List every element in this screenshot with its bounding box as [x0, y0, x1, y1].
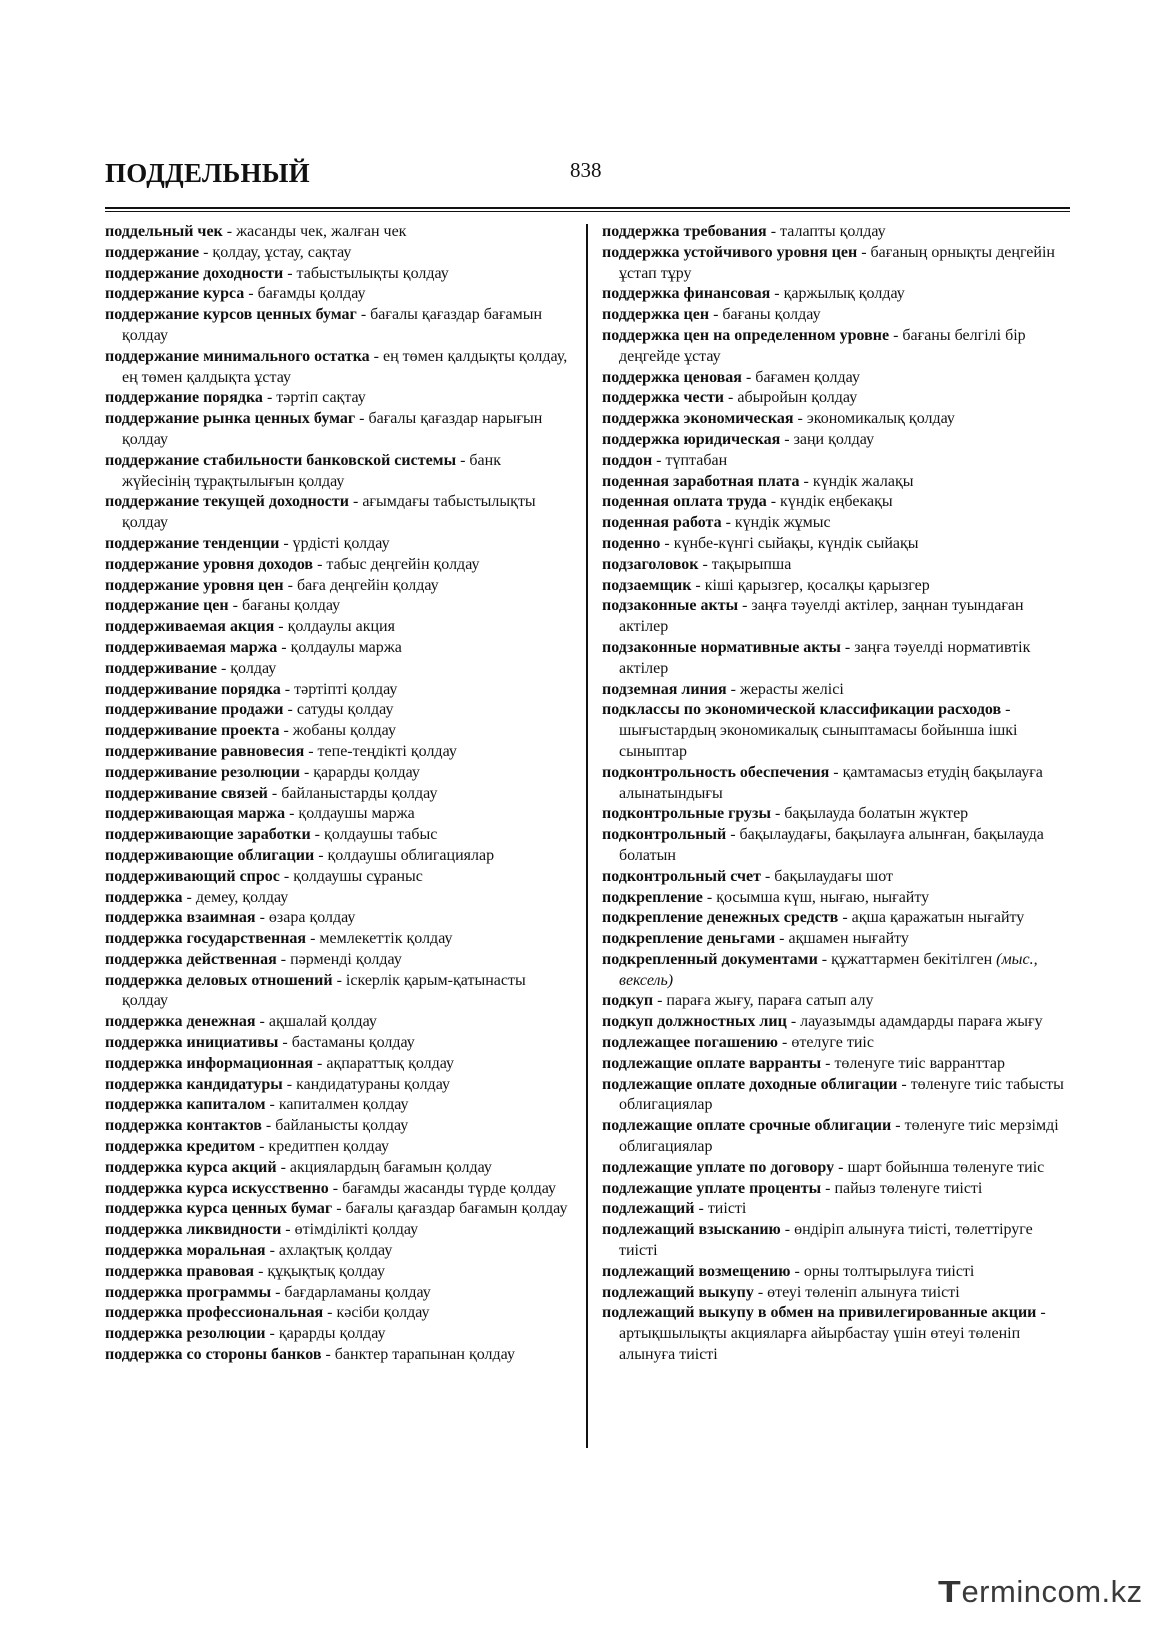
entry-term: поддержание текущей доходности [105, 493, 349, 511]
entry-definition: заңға тәуелді актілер, заңнан туындаған актілер [619, 597, 1024, 636]
entry-definition: үрдісті қолдау [292, 534, 390, 552]
dictionary-entry: поддержка действенная - пәрменді қолдау [105, 950, 402, 968]
dictionary-entry: подконтрольность обеспечения - қамтамасыз етудің бақылауға алынатындығы [602, 763, 1043, 802]
entry-term: поддерживаемая маржа [105, 638, 278, 656]
entry-definition: бақылауда болатын жүктер [784, 805, 969, 823]
entry-term: подкрепление [602, 888, 703, 906]
entry-term: поддержка кредитом [105, 1138, 256, 1156]
entry-definition: сатуды қолдау [296, 701, 394, 719]
column-divider [586, 224, 588, 1448]
dictionary-entry: поддержка цен - бағаны қолдау [602, 306, 821, 324]
entry-term: поддержание [105, 243, 200, 261]
site-watermark [938, 1574, 1148, 1614]
entry-definition: шарт бойынша төленуге тиіс [847, 1158, 1045, 1176]
dictionary-entry: подземная линия - жерасты желісі [602, 680, 844, 698]
dictionary-entry: подкрепленный документами - құжаттармен бекітілген (мыс., вексель) [602, 950, 1038, 989]
entry-term: поддержание стабильности банковской системы [105, 451, 457, 469]
entry-definition: қолдаушы сұраныс [293, 867, 423, 885]
dictionary-entry: поддержка курса ценных бумаг - бағалы қағаздар бағамын қолдау [105, 1200, 568, 1218]
header-rule-thin [105, 211, 1070, 212]
entry-definition: параға жығу, параға сатып алу [666, 992, 874, 1010]
entry-term: поденная работа [602, 514, 722, 532]
entry-term: поддержка правовая [105, 1262, 255, 1280]
entry-term: поддержка ликвидности [105, 1221, 282, 1239]
entry-definition: іскерлік қарым-қатынасты қолдау [122, 971, 526, 1010]
watermark-lead: T [938, 1574, 962, 1609]
dictionary-entry: поддержание - қолдау, ұстау, сақтау [105, 243, 352, 261]
entry-term: подкуп должностных лиц [602, 1013, 787, 1031]
entry-term: поддерживающие облигации [105, 846, 315, 864]
entry-definition: бақылаудағы, бақылауға алынған, бақылауда болатын [619, 826, 1044, 864]
dictionary-entry: подлежащие уплате по договору - шарт бойынша төленуге тиіс [602, 1158, 1045, 1176]
entry-term: подконтрольность обеспечения [602, 763, 830, 781]
entry-definition: ақшалай қолдау [268, 1013, 377, 1031]
watermark-text: ermincom.kz [961, 1574, 1143, 1609]
entry-definition: қолдаушы маржа [298, 805, 415, 823]
dictionary-entry: поддерживание резолюции - қарарды қолдау [105, 763, 420, 781]
dictionary-entry: подконтрольные грузы - бақылауда болатын жүктер [602, 805, 969, 823]
dictionary-entry: подлежащий взысканию - өндіріп алынуға тиісті, төлеттіруге тиісті [602, 1221, 1033, 1260]
entry-definition: пайыз төленуге тиісті [834, 1179, 983, 1197]
entry-definition: бағдарламаны қолдау [284, 1283, 431, 1301]
dictionary-entry: поддержание уровня цен - баға деңгейін қолдау [105, 576, 439, 594]
entry-definition: қосымша күш, нығаю, нығайту [716, 888, 930, 906]
dictionary-entry: подконтрольный счет - бақылаудағы шот [602, 867, 893, 885]
dictionary-entry: поддерживание проекта - жобаны қолдау [105, 722, 396, 740]
entry-definition: қолдаулы маржа [290, 638, 402, 656]
dictionary-entry: подкуп - параға жығу, параға сатып алу [602, 992, 874, 1010]
entry-term: поддержка взаимная [105, 909, 256, 927]
dictionary-entry: поддержка государственная - мемлекеттік қолдау [105, 930, 453, 948]
dictionary-entry: поддержка информационная - ақпараттық қолдау [105, 1054, 455, 1072]
entry-term: подкрепленный документами [602, 950, 818, 968]
entry-term: поддержка требования [602, 223, 767, 240]
entry-definition: кредитпен қолдау [268, 1138, 389, 1156]
dictionary-entry: подклассы по экономической классификации расходов - шығыстардың экономикалық сыныптамасы бойынша ішкі сыныптар [602, 701, 1018, 760]
dictionary-entry: подлежащий выкупу - өтеуі төленіп алынуға тиісті [602, 1283, 960, 1301]
dictionary-entry: поддержка со стороны банков - банктер тарапынан қолдау [105, 1346, 515, 1364]
entry-definition: банктер тарапынан қолдау [334, 1346, 515, 1364]
entry-definition: бағалы қағаздар бағамын қолдау [345, 1200, 568, 1218]
entry-term: поддержка цен [602, 306, 710, 324]
dictionary-entry: поддержание цен - бағаны қолдау [105, 597, 341, 615]
entry-term: поддержка курса акций [105, 1158, 277, 1176]
dictionary-entry: поддерживание равновесия - тепе-теңдікті қолдау [105, 742, 457, 760]
dictionary-entry: поддерживаемая акция - қолдаулы акция [105, 618, 395, 636]
dictionary-entry: поденная работа - күндік жұмыс [602, 514, 831, 532]
header-rule-thick [105, 207, 1070, 209]
right-column [602, 222, 1070, 1366]
entry-term: поддержание курсов ценных бумаг [105, 306, 357, 324]
entry-term: поддерживающие заработки [105, 826, 311, 844]
entry-term: поддерживаемая акция [105, 618, 275, 636]
entry-definition: ең төмен қалдықты қолдау, ең төмен қалдықта ұстау [122, 347, 568, 386]
entry-definition: орны толтырылуға тиісті [803, 1262, 975, 1280]
entry-term: поддерживание равновесия [105, 742, 305, 760]
entry-definition: абыройын қолдау [737, 389, 858, 407]
entry-definition: акциялардың бағамын қолдау [289, 1158, 492, 1176]
dictionary-entry: поддержание рынка ценных бумаг - бағалы қағаздар нарығын қолдау [105, 410, 543, 448]
entry-definition: байланысты қолдау [275, 1117, 409, 1135]
dictionary-entry: поддерживание связей - байланыстарды қолдау [105, 784, 438, 802]
dictionary-entry: поддержка взаимная - өзара қолдау [105, 909, 356, 927]
entry-definition: қарарды қолдау [313, 763, 420, 781]
entry-term: подлежащий выкупу в обмен на привилегированные акции [602, 1304, 1037, 1322]
entry-term: поддержка программы [105, 1283, 272, 1301]
dictionary-entry: поддерживающие заработки - қолдаушы табыс [105, 826, 438, 844]
entry-term: поддержка профессиональная [105, 1304, 324, 1322]
dictionary-entry: поддержка капиталом - капиталмен қолдау [105, 1096, 409, 1114]
entry-term: поддержка курса искусственно [105, 1179, 329, 1197]
entry-definition: қамтамасыз етудің бақылауға алынатындығы [619, 763, 1043, 802]
entry-definition: тиісті [707, 1200, 747, 1218]
dictionary-entry: подлежащие оплате срочные облигации - төленуге тиіс мерзімді облигациялар [602, 1117, 1059, 1156]
entry-term: поддержка действенная [105, 950, 277, 968]
entry-definition: түптабан [665, 451, 728, 469]
entry-definition: қолдаушы облигациялар [327, 846, 495, 864]
entry-definition: шығыстардың экономикалық сыныптамасы бойынша ішкі сыныптар [619, 722, 1018, 760]
entry-definition: қарарды қолдау [278, 1325, 386, 1343]
entry-term: поддержание цен [105, 597, 229, 615]
entry-definition: бағамды қолдау [257, 285, 366, 303]
entry-term: поддержание уровня цен [105, 576, 284, 594]
entry-term: поденно [602, 534, 661, 552]
entry-term: поддержка [105, 888, 183, 906]
entry-term: поддержание курса [105, 285, 245, 303]
dictionary-entry: поддержка экономическая - экономикалық қолдау [602, 410, 955, 428]
dictionary-entry: поддерживание порядка - тәртіпті қолдау [105, 680, 398, 698]
dictionary-entry: поддерживающая маржа - қолдаушы маржа [105, 805, 415, 823]
entry-term: поддельный чек [105, 223, 223, 240]
dictionary-entry: подлежащие оплате варранты - төленуге тиіс варранттар [602, 1054, 1006, 1072]
dictionary-entry: поддержка требования - талапты қолдау [602, 223, 886, 240]
dictionary-entry: поддержка инициативы - бастаманы қолдау [105, 1034, 415, 1052]
dictionary-entry: поддержание уровня доходов - табыс деңгейін қолдау [105, 555, 480, 573]
dictionary-entry: поденная заработная плата - күндік жалақы [602, 472, 914, 490]
dictionary-entry: поддержка юридическая - заңи қолдау [602, 430, 875, 448]
entry-definition: мемлекеттік қолдау [319, 930, 453, 948]
entry-definition: заңи қолдау [793, 430, 875, 448]
dictionary-entry: поддержка правовая - құқықтық қолдау [105, 1262, 385, 1280]
entry-definition: тепе-теңдікті қолдау [317, 742, 457, 760]
entry-term: поддержка кандидатуры [105, 1075, 283, 1093]
page-header [105, 154, 1070, 194]
entry-definition: күндік жалақы [812, 472, 914, 490]
entry-term: поддержание уровня доходов [105, 555, 314, 573]
dictionary-entry: подзаголовок - тақырыпша [602, 555, 792, 573]
entry-definition: капиталмен қолдау [278, 1096, 409, 1114]
entry-definition: өтелуге тиіс [791, 1034, 874, 1052]
dictionary-entry: поддержка - демеу, қолдау [105, 888, 289, 906]
entry-definition: талапты қолдау [780, 223, 886, 240]
entry-term: поддерживание связей [105, 784, 268, 802]
entry-definition: лауазымды адамдарды параға жығу [800, 1013, 1043, 1031]
entry-definition: қолдаулы акция [287, 618, 395, 636]
entry-term: поддержка чести [602, 389, 725, 407]
entry-definition: құқықтық қолдау [267, 1262, 385, 1280]
dictionary-entry: подлежащее погашению - өтелуге тиіс [602, 1034, 874, 1052]
entry-term: подконтрольный счет [602, 867, 761, 885]
entry-definition: бағаны қолдау [722, 306, 821, 324]
entry-term: поддержка цен на определенном уровне [602, 326, 890, 344]
entry-definition: баға деңгейін қолдау [296, 576, 439, 594]
entry-term: подлежащие оплате варранты [602, 1054, 822, 1072]
entry-term: поденная оплата труда [602, 493, 767, 511]
dictionary-entry: поддерживающий спрос - қолдаушы сұраныс [105, 867, 423, 885]
dictionary-entry: подкрепление - қосымша күш, нығаю, нығайту [602, 888, 930, 906]
entry-definition: кандидатураны қолдау [296, 1075, 450, 1093]
entry-note: (мыс., вексель) [619, 950, 1038, 989]
entry-term: подкуп [602, 992, 654, 1010]
dictionary-entry: поддержание курса - бағамды қолдау [105, 285, 366, 303]
dictionary-entry: поденная оплата труда - күндік еңбекақы [602, 493, 893, 511]
dictionary-entry: поддержание курсов ценных бумаг - бағалы қағаздар бағамын қолдау [105, 306, 543, 344]
entry-definition: күндік жұмыс [734, 514, 831, 532]
entry-term: поддержка ценовая [602, 368, 742, 386]
dictionary-entry: поддержка резолюции - қарарды қолдау [105, 1325, 386, 1343]
entry-term: поддержка инициативы [105, 1034, 279, 1052]
entry-term: поддержание рынка ценных бумаг [105, 410, 356, 428]
entry-definition: тәртіпті қолдау [294, 680, 398, 698]
dictionary-entry: подзаконные нормативные акты - заңға тәуелді нормативтік актілер [602, 638, 1031, 677]
entry-definition: қолдау [230, 659, 277, 677]
entry-definition: өтеуі төленіп алынуға тиісті [767, 1283, 960, 1301]
entry-definition: табыстылықты қолдау [296, 264, 449, 282]
dictionary-entry: поддержание доходности - табыстылықты қолдау [105, 264, 449, 282]
entry-definition: өзара қолдау [268, 909, 356, 927]
entry-definition: ақша қаражатын нығайту [851, 909, 1025, 927]
entry-definition: өтімділікті қолдау [294, 1221, 419, 1239]
dictionary-entry: поддерживание продажи - сатуды қолдау [105, 701, 394, 719]
dictionary-entry: поддержание стабильности банковской системы - банк жүйесінің тұрақтылығын қолдау [105, 451, 501, 490]
entry-definition: бағаны белгілі бір деңгейде ұстау [619, 326, 1026, 365]
entry-term: подлежащие уплате по договору [602, 1158, 835, 1176]
entry-term: поденная заработная плата [602, 472, 800, 490]
entry-term: поддержка информационная [105, 1054, 314, 1072]
entry-term: подкрепление деньгами [602, 930, 776, 948]
dictionary-entry: подлежащий - тиісті [602, 1200, 747, 1218]
page-number: 838 [570, 158, 602, 182]
entry-definition: артықшылықты акцияларға айырбастау үшін өтеуі төленіп алынуға тиісті [619, 1325, 1021, 1364]
entry-definition: бастаманы қолдау [291, 1034, 415, 1052]
entry-term: поддерживание резолюции [105, 763, 300, 781]
entry-term: поддон [602, 451, 653, 469]
entry-definition: бағамды жасанды түрде қолдау [342, 1179, 557, 1197]
entry-definition: бағаның орнықты деңгейін ұстап тұру [619, 243, 1055, 282]
dictionary-entry: поддержка финансовая - қаржылық қолдау [602, 285, 905, 303]
entry-definition: бағалы қағаздар нарығын қолдау [122, 410, 543, 448]
dictionary-entry: подзаемщик - кіші қарызгер, қосалқы қарызгер [602, 576, 930, 594]
dictionary-entry: поддержка кредитом - кредитпен қолдау [105, 1138, 389, 1156]
entry-definition: заңға тәуелді нормативтік актілер [619, 638, 1031, 677]
entry-term: поддерживание порядка [105, 680, 281, 698]
entry-term: подлежащий выкупу [602, 1283, 754, 1301]
entry-term: поддерживание продажи [105, 701, 284, 719]
running-head: ПОДДЕЛЬНЫЙ [105, 158, 310, 188]
entry-term: поддерживающая маржа [105, 805, 286, 823]
entry-definition: жобаны қолдау [292, 722, 396, 740]
entry-definition: жерасты желісі [739, 680, 844, 698]
entry-term: поддержание минимального остатка [105, 347, 370, 365]
dictionary-entry: поддержание тенденции - үрдісті қолдау [105, 534, 390, 552]
dictionary-entry: поддержка программы - бағдарламаны қолдау [105, 1283, 431, 1301]
entry-term: подлежащее погашению [602, 1034, 778, 1052]
dictionary-entry: поддержка курса искусственно - бағамды жасанды түрде қолдау [105, 1179, 557, 1197]
entry-definition: бағаны қолдау [241, 597, 341, 615]
dictionary-entry: поддержка ценовая - бағамен қолдау [602, 368, 860, 386]
dictionary-entry: поденно - күнбе-күнгі сыйақы, күндік сыйақы [602, 534, 919, 552]
dictionary-entry: поддержка профессиональная - кәсіби қолдау [105, 1304, 430, 1322]
entry-term: поддержка финансовая [602, 285, 771, 303]
entry-definition: банк жүйесінің тұрақтылығын қолдау [122, 451, 501, 490]
entry-definition: ахлақтық қолдау [278, 1242, 393, 1260]
entry-term: поддержание доходности [105, 264, 284, 282]
dictionary-entry: подлежащий выкупу в обмен на привилегированные акции - артықшылықты акцияларға айырбастау үшін өтеуі төленіп алынуға тиісті [602, 1304, 1046, 1364]
entry-definition: жасанды чек, жалған чек [236, 223, 407, 240]
entry-definition: ағымдағы табыстылықты қолдау [122, 493, 536, 532]
entry-term: поддержка контактов [105, 1117, 262, 1135]
entry-term: поддержка резолюции [105, 1325, 266, 1343]
dictionary-entry: поддержание минимального остатка - ең төмен қалдықты қолдау, ең төмен қалдықта ұстау [105, 347, 568, 386]
dictionary-entry: поддержание порядка - тәртіп сақтау [105, 389, 366, 407]
entry-term: поддержка со стороны банков [105, 1346, 322, 1364]
entry-term: подзаголовок [602, 555, 699, 573]
entry-definition: қолдаушы табыс [324, 826, 438, 844]
entry-definition: құжаттармен бекітілген [831, 950, 993, 968]
entry-term: подлежащие уплате проценты [602, 1179, 822, 1197]
entry-term: подконтрольные грузы [602, 805, 771, 823]
entry-definition: демеу, қолдау [195, 888, 289, 906]
dictionary-entry: поддерживающие облигации - қолдаушы облигациялар [105, 846, 495, 864]
entry-term: подзаконные нормативные акты [602, 638, 841, 656]
dictionary-entry: поддержка кандидатуры - кандидатураны қолдау [105, 1075, 450, 1093]
entry-definition: экономикалық қолдау [806, 410, 955, 428]
dictionary-entry: подзаконные акты - заңға тәуелді актілер, заңнан туындаған актілер [602, 597, 1024, 636]
dictionary-entry: подлежащий возмещению - орны толтырылуға тиісті [602, 1262, 975, 1280]
entry-definition: тақырыпша [711, 555, 792, 573]
dictionary-entry: подкрепление деньгами - ақшамен нығайту [602, 930, 909, 948]
entry-term: поддерживающий спрос [105, 867, 280, 885]
dictionary-entry: поддержка ликвидности - өтімділікті қолдау [105, 1221, 419, 1239]
entry-term: поддержка юридическая [602, 430, 781, 448]
entry-term: подлежащий [602, 1200, 695, 1218]
dictionary-entry: поддержка деловых отношений - іскерлік қарым-қатынасты қолдау [105, 971, 526, 1010]
dictionary-entry: поддержка цен на определенном уровне - бағаны белгілі бір деңгейде ұстау [602, 326, 1026, 365]
entry-definition: ақпараттық қолдау [326, 1054, 455, 1072]
entry-term: подкрепление денежных средств [602, 909, 839, 927]
entry-term: поддержание тенденции [105, 534, 280, 552]
dictionary-entry: подконтрольный - бақылаудағы, бақылауға алынған, бақылауда болатын [602, 826, 1044, 864]
entry-definition: өндіріп алынуға тиісті, төлеттіруге тиісті [619, 1221, 1033, 1260]
dictionary-entry: поддон - түптабан [602, 451, 728, 469]
dictionary-entry: подкрепление денежных средств - ақша қаражатын нығайту [602, 909, 1025, 927]
entry-definition: кәсіби қолдау [336, 1304, 430, 1322]
dictionary-entry: поддержка контактов - байланысты қолдау [105, 1117, 409, 1135]
entry-term: подзаемщик [602, 576, 692, 594]
dictionary-entry: поддержка устойчивого уровня цен - бағаның орнықты деңгейін ұстап тұру [602, 243, 1055, 282]
entry-definition: қолдау, ұстау, сақтау [212, 243, 352, 261]
dictionary-entry: подкуп должностных лиц - лауазымды адамдарды параға жығу [602, 1013, 1043, 1031]
entry-term: подклассы по экономической классификации расходов [602, 701, 1002, 719]
entry-term: поддержание порядка [105, 389, 263, 407]
entry-definition: қаржылық қолдау [783, 285, 905, 303]
entry-term: поддержка экономическая [602, 410, 794, 428]
dictionary-entry: подлежащие оплате доходные облигации - төленуге тиіс табысты облигациялар [602, 1075, 1064, 1114]
entry-definition: байланыстарды қолдау [281, 784, 438, 802]
entry-term: подлежащие оплате доходные облигации [602, 1075, 898, 1093]
entry-term: подконтрольный [602, 826, 727, 844]
entry-term: поддержка моральная [105, 1242, 266, 1260]
entry-term: подземная линия [602, 680, 727, 698]
entry-definition: күндік еңбекақы [780, 493, 893, 511]
dictionary-entry: поддержка денежная - ақшалай қолдау [105, 1013, 377, 1031]
entry-term: поддержка устойчивого уровня цен [602, 243, 858, 261]
left-column [105, 222, 573, 1366]
entry-definition: бақылаудағы шот [774, 867, 893, 885]
dictionary-entry: поддержка чести - абыройын қолдау [602, 389, 858, 407]
entry-definition: бағамен қолдау [755, 368, 860, 386]
entry-definition: төленуге тиіс мерзімді облигациялар [619, 1117, 1059, 1156]
entry-definition: кіші қарызгер, қосалқы қарызгер [704, 576, 930, 594]
entry-term: подлежащий взысканию [602, 1221, 781, 1239]
entry-term: поддержка курса ценных бумаг [105, 1200, 333, 1218]
entry-definition: пәрменді қолдау [290, 950, 402, 968]
entry-definition: табыс деңгейін қолдау [326, 555, 480, 573]
entry-definition: төленуге тиіс табысты облигациялар [619, 1075, 1064, 1114]
dictionary-entry: поддельный чек - жасанды чек, жалған чек [105, 223, 407, 240]
entry-term: поддержка денежная [105, 1013, 256, 1031]
entry-term: подлежащий возмещению [602, 1262, 791, 1280]
entry-term: подзаконные акты [602, 597, 739, 615]
entry-term: подлежащие оплате срочные облигации [602, 1117, 892, 1135]
entry-term: поддерживание [105, 659, 217, 677]
entry-term: поддержка капиталом [105, 1096, 266, 1114]
dictionary-entry: поддержка курса акций - акциялардың бағамын қолдау [105, 1158, 492, 1176]
entry-definition: ақшамен нығайту [788, 930, 909, 948]
dictionary-entry: подлежащие уплате проценты - пайыз төленуге тиісті [602, 1179, 983, 1197]
entry-term: поддерживание проекта [105, 722, 280, 740]
dictionary-entry: поддержка моральная - ахлақтық қолдау [105, 1242, 393, 1260]
entry-term: поддержка деловых отношений [105, 971, 333, 989]
dictionary-entry: поддерживаемая маржа - қолдаулы маржа [105, 638, 402, 656]
entry-term: поддержка государственная [105, 930, 307, 948]
entry-definition: бағалы қағаздар бағамын қолдау [122, 306, 543, 344]
entry-definition: күнбе-күнгі сыйақы, күндік сыйақы [673, 534, 919, 552]
entry-definition: төленуге тиіс варранттар [834, 1054, 1006, 1072]
dictionary-entry: поддержание текущей доходности - ағымдағы табыстылықты қолдау [105, 493, 536, 532]
dictionary-entry: поддерживание - қолдау [105, 659, 277, 677]
entry-definition: тәртіп сақтау [276, 389, 366, 407]
